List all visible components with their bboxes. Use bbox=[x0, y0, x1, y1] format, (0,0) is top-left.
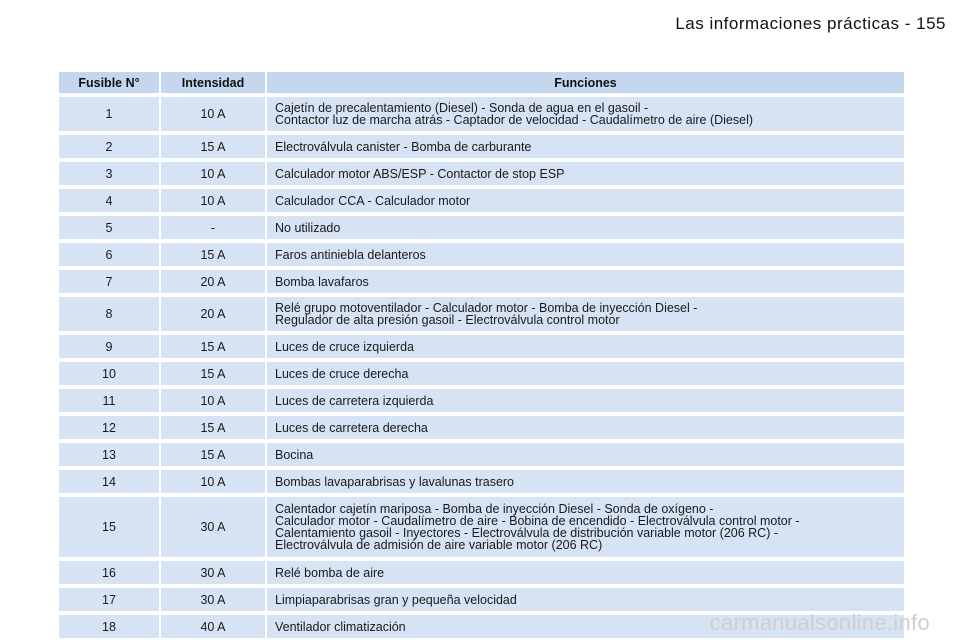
fuse-number: 13 bbox=[59, 443, 159, 466]
table-row bbox=[59, 135, 904, 158]
table-row bbox=[59, 416, 904, 439]
fuse-intensity: 40 A bbox=[161, 615, 265, 638]
watermark: carmanualsonline.info bbox=[709, 610, 930, 635]
fuse-intensity: 15 A bbox=[161, 335, 265, 358]
fuse-number: 6 bbox=[59, 243, 159, 266]
fuse-number: 10 bbox=[59, 362, 159, 385]
fuse-functions: Luces de carretera derecha bbox=[267, 416, 904, 439]
fuse-functions: Calculador CCA - Calculador motor bbox=[267, 189, 904, 212]
table-row bbox=[59, 389, 904, 412]
fuse-number: 11 bbox=[59, 389, 159, 412]
fuse-functions: Relé grupo motoventilador - Calculador motor - Bomba de inyección Diesel - Regulador de alta presión gasoil - Electroválvula control motor bbox=[267, 297, 904, 331]
fuse-number: 16 bbox=[59, 561, 159, 584]
fuse-intensity: 30 A bbox=[161, 497, 265, 557]
table-row bbox=[59, 162, 904, 185]
fuse-intensity: 15 A bbox=[161, 243, 265, 266]
fuse-number: 14 bbox=[59, 470, 159, 493]
fuse-intensity: 10 A bbox=[161, 162, 265, 185]
fuse-intensity: 20 A bbox=[161, 270, 265, 293]
fuse-number: 9 bbox=[59, 335, 159, 358]
fuse-functions: Bombas lavaparabrisas y lavalunas trasero bbox=[267, 470, 904, 493]
table-row bbox=[59, 270, 904, 293]
fuse-intensity: 15 A bbox=[161, 416, 265, 439]
fuse-intensity: 30 A bbox=[161, 561, 265, 584]
table-row bbox=[59, 216, 904, 239]
fuse-functions: Luces de cruce izquierda bbox=[267, 335, 904, 358]
fuse-functions: Limpiaparabrisas gran y pequeña velocidad bbox=[267, 588, 904, 611]
table-header-row bbox=[59, 72, 904, 93]
fuse-number: 15 bbox=[59, 497, 159, 557]
fuse-number: 1 bbox=[59, 97, 159, 131]
fuse-number: 3 bbox=[59, 162, 159, 185]
fuse-number: 5 bbox=[59, 216, 159, 239]
fuse-intensity: 10 A bbox=[161, 97, 265, 131]
fuse-functions: Faros antiniebla delanteros bbox=[267, 243, 904, 266]
column-header-fuse-number: Fusible N° bbox=[59, 72, 159, 93]
table-row bbox=[59, 362, 904, 385]
fuse-intensity: 10 A bbox=[161, 189, 265, 212]
fuse-number: 4 bbox=[59, 189, 159, 212]
column-header-intensity: Intensidad bbox=[161, 72, 265, 93]
table-row bbox=[59, 243, 904, 266]
fuse-intensity: 20 A bbox=[161, 297, 265, 331]
table-row bbox=[59, 497, 904, 557]
column-header-functions: Funciones bbox=[267, 72, 904, 93]
table-row bbox=[59, 335, 904, 358]
fuse-number: 2 bbox=[59, 135, 159, 158]
fuse-functions: Electroválvula canister - Bomba de carburante bbox=[267, 135, 904, 158]
fuse-intensity: 15 A bbox=[161, 362, 265, 385]
fuse-table bbox=[57, 68, 906, 642]
fuse-functions: Calculador motor ABS/ESP - Contactor de stop ESP bbox=[267, 162, 904, 185]
table-row bbox=[59, 561, 904, 584]
fuse-number: 18 bbox=[59, 615, 159, 638]
table-row bbox=[59, 588, 904, 611]
table-row bbox=[59, 189, 904, 212]
fuse-number: 7 bbox=[59, 270, 159, 293]
page-title: Las informaciones prácticas - 155 bbox=[675, 14, 946, 33]
fuse-intensity: 15 A bbox=[161, 443, 265, 466]
table-row bbox=[59, 297, 904, 331]
fuse-number: 17 bbox=[59, 588, 159, 611]
fuse-functions: Luces de cruce derecha bbox=[267, 362, 904, 385]
table-row bbox=[59, 443, 904, 466]
fuse-intensity: - bbox=[161, 216, 265, 239]
table-row bbox=[59, 97, 904, 131]
fuse-functions: Bomba lavafaros bbox=[267, 270, 904, 293]
fuse-functions: Relé bomba de aire bbox=[267, 561, 904, 584]
fuse-functions: Calentador cajetín mariposa - Bomba de inyección Diesel - Sonda de oxígeno - Calculador motor - Caudalímetro de aire - Bobina de encendido - Electroválvula control motor - Calentamiento gasoil - Inyectores - Electroválvula de distribución variable motor (206 RC) - Electroválvula de admisión de aire variable motor (206 RC) bbox=[267, 497, 904, 557]
fuse-number: 8 bbox=[59, 297, 159, 331]
fuse-functions: No utilizado bbox=[267, 216, 904, 239]
fuse-functions: Cajetín de precalentamiento (Diesel) - Sonda de agua en el gasoil - Contactor luz de marcha atrás - Captador de velocidad - Caudalímetro de aire (Diesel) bbox=[267, 97, 904, 131]
fuse-functions: Bocina bbox=[267, 443, 904, 466]
fuse-functions: Luces de carretera izquierda bbox=[267, 389, 904, 412]
fuse-functions: Ventilador climatización bbox=[267, 615, 904, 638]
fuse-number: 12 bbox=[59, 416, 159, 439]
table-row bbox=[59, 470, 904, 493]
fuse-intensity: 10 A bbox=[161, 470, 265, 493]
fuse-intensity: 10 A bbox=[161, 389, 265, 412]
fuse-intensity: 30 A bbox=[161, 588, 265, 611]
fuse-intensity: 15 A bbox=[161, 135, 265, 158]
